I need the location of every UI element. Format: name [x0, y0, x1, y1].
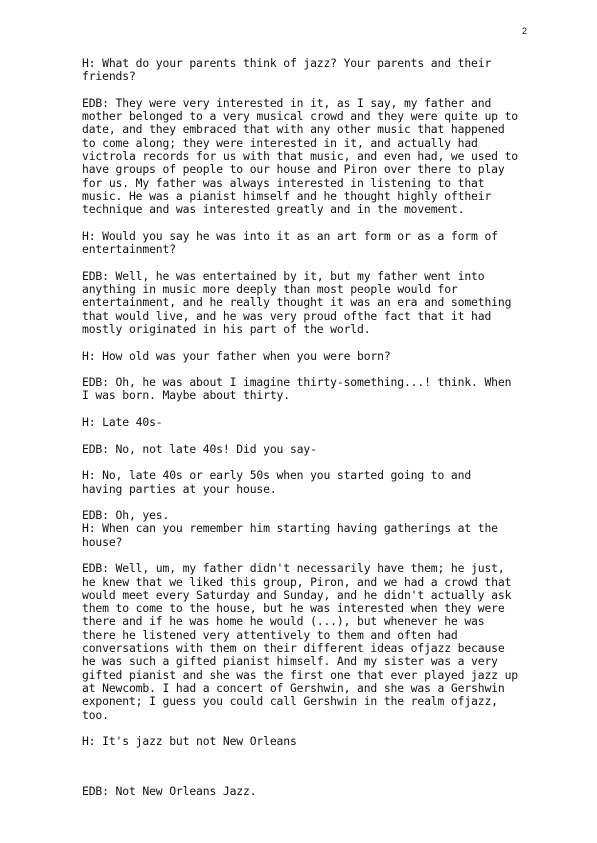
- question-parties: H: No, late 40s or early 50s when you started going to and having parties at your house.: [82, 468, 472, 496]
- question-art-form: H: Would you say he was into it as an art form or as a form of entertainment?: [82, 228, 498, 257]
- interview-transcript: [82, 57, 562, 799]
- answer-piron-gatherings: EDB: Well, um, my father didn't necessarily have them; he just, he knew that we liked this group, Piron, and we had a crowd that would meet every Saturday and Sunday, and he didn't actually ask them to come to the house, but he was interested when they were there and if he was home he would (...), but whenever he was there he listened very attentively to them and often had conversations with them on their different ideas ofjazz because he was such a gifted pianist himself. And my sister was a very gifted pianist and she was the first one that ever played jazz up at Newcomb. I had a concert of Gershwin, and she was a Gershwin exponent; I guess you could call Gershwin in the realm ofjazz, too.: [82, 561, 519, 722]
- question-new-orleans: H: It's jazz but not New Orleans: [82, 734, 297, 749]
- page-number: 2: [521, 26, 527, 36]
- answer-not-late-40s: EDB: No, not late 40s! Did you say-: [82, 441, 317, 456]
- answer-not-new-orleans: EDB: Not New Orleans Jazz.: [82, 784, 257, 799]
- question-late-40s: H: Late 40s-: [82, 415, 163, 430]
- exchange-gatherings: EDB: Oh, yes. H: When can you remember him starting having gatherings at the house?: [82, 508, 498, 549]
- answer-entertained: EDB: Well, he was entertained by it, but my father went into anything in music more deeply than most people would for entertainment, and he really thought it was an era and something that would live, and he was very proud ofthe fact that it had mostly originated in his part of the world.: [82, 268, 512, 336]
- question-parents-jazz: H: What do your parents think of jazz? Your parents and their friends?: [82, 56, 492, 84]
- question-father-age: H: How old was your father when you were born?: [82, 348, 391, 363]
- answer-father-age: EDB: Oh, he was about I imagine thirty-something...! think. When I was born. Maybe about thirty.: [82, 375, 512, 403]
- answer-parents-musical-crowd: EDB: They were very interested in it, as I say, my father and mother belonged to a very musical crowd and they were quite up to date, and they embraced that with any other music that happened to come along; they were interested in it, and actually had victrola records for us with that music, and even had, we used to have groups of people to our house and Piron over there to play for us. My father was always interested in listening to that music. He was a pianist himself and he thought highly oftheir technique and was interested greatly and in the movement.: [82, 95, 519, 217]
